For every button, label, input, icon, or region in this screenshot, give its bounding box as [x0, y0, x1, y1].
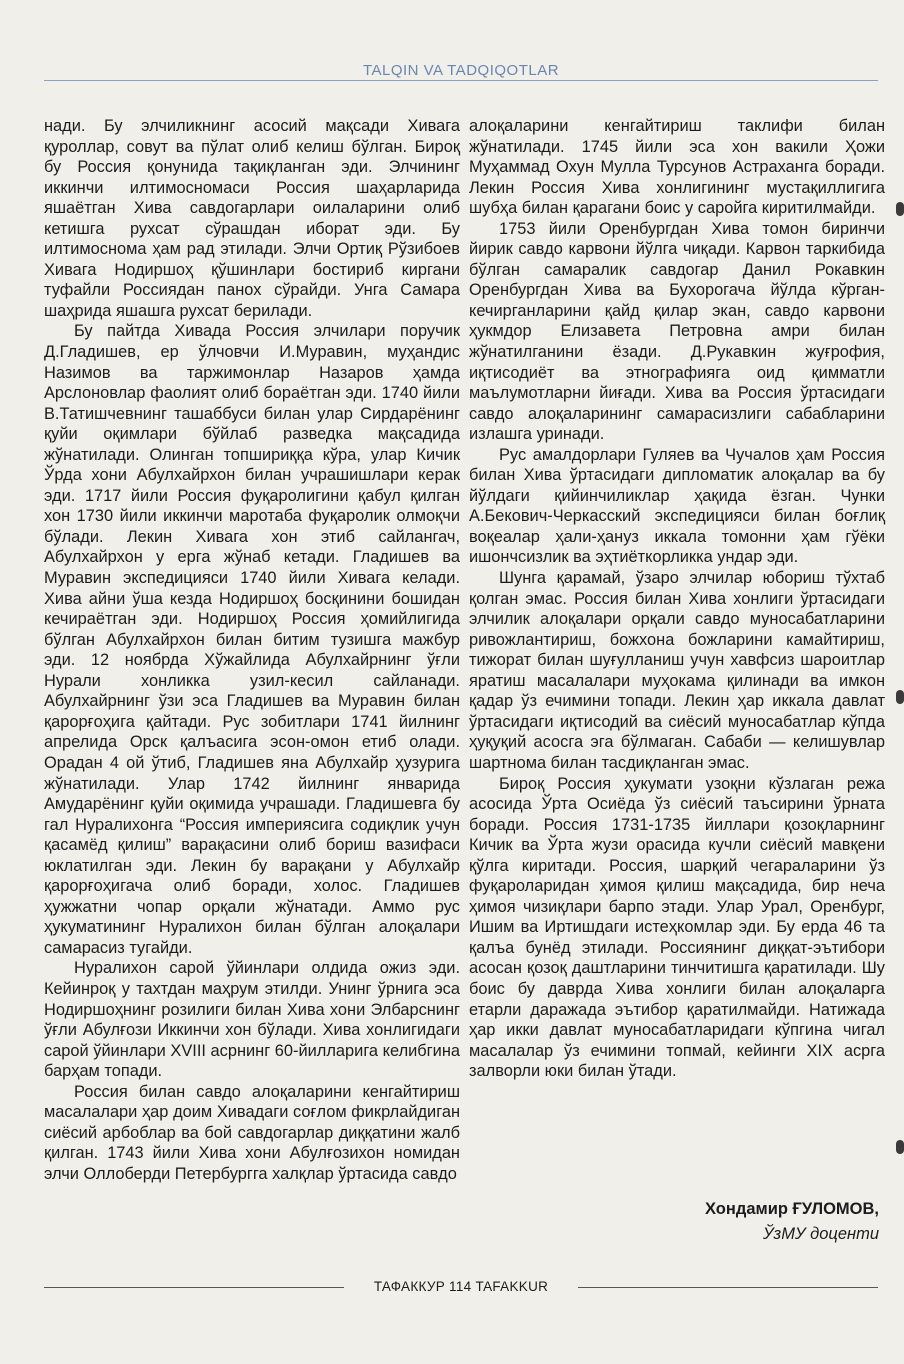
running-header — [44, 62, 878, 84]
paragraph: Бироқ Россия ҳукумати узоқни кўзлаган режа асосида Ўрта Осиёда ўз сиёсий таъсирини ўрната боради. Россия 1731-1735 йиллари қозоқларнинг Кичик ва Ўрта жузи орасида кучли сиёсий мавқени қўлга киритади. Россия, шарқий чегараларини ўз фуқароларидан ҳимоя қилиш мақсадида, бир неча ҳимоя чизиқлари барпо этади. Улар Урал, Оренбург, Ишим ва Иртишдаги истеҳкомлар эди. Бу ерда 46 та қалъа бунёд этилади. Россиянинг диққат-эътибори асосан қозоқ даштларини тинчитишга қаратилади. Шу боис бу даврда Хива хонлиги билан алоқаларга етарли даражада эътибор қаратилмайди. Натижада ҳар икки давлат муносабатларидаги кўпгина чигал масалалар ўз ечимини топмай, кейинги XIX асрга залворли юки билан ўтади. — [469, 774, 885, 1081]
footer-rule-right — [578, 1287, 878, 1288]
binding-hole-icon — [896, 1140, 904, 1154]
paragraph: 1753 йили Оренбургдан Хива томон биринчи йирик савдо карвони йўлга чиқади. Карвон таркибида бўлган самаралик савдогар Данил Рокавкин Оренбургдан Хива ва Бухорогача йўлда кўрган-кечирганларини қайд қилар экан, савдо карвони ҳукмдор Елизавета Петровна амри билан жўнатилганини ёзади. Д.Рукавкин жуғрофия, иқтисодиёт ва этнографияга оид қимматли маълумотларни йиғади. Хива ва Россия ўртасидаги савдо алоқаларининг самарасизлиги сабабларини излашга уринади. — [469, 219, 885, 444]
paragraph: Шунга қарамай, ўзаро элчилар юбориш тўхтаб қолган эмас. Россия билан Хива хонлиги ўртасидаги элчилик алоқалари орқали савдо муносабатларини ривожлантириш, божхона божларини камайтириш, тижорат билан шуғулланиш учун хавфсиз шароитлар яратиш масалалари муҳокама қилинади ва имкон қадар ўз ечимини топади. Лекин ҳар иккала давлат ўртасидаги иқтисодий ва сиёсий муносабатлар кўпда ҳуқуқий асосга эга бўлмаган. Сабаби — келишувлар шартнома билан тасдиқланган эмас. — [469, 569, 885, 772]
section-title: TALQIN VA TADQIQOTLAR — [362, 62, 560, 79]
paragraph: Россия билан савдо алоқаларини кенгайтириш масалалари ҳар доим Хивадаги соғлом фикрлайдиган сиёсий арбоблар ва бой савдогарлар диққатини жалб қилган. 1743 йили Хива хони Абулғозихон номидан элчи Оллоберди Петербургга халқлар ўртасида савдо — [44, 1082, 460, 1183]
binding-hole-icon — [896, 202, 904, 216]
page-number-label: ТАФАККУР 114 TAFAKKUR — [373, 1279, 549, 1294]
left-column — [44, 116, 460, 1184]
paragraph: Нуралихон сарой ўйинлари олдида ожиз эди. Кейинроқ у тахтдан маҳрум этилди. Унинг ўрнига эса Нодиршоҳнинг розилиги билан Хива хони Элбарснинг ўғли Абулғози Иккинчи хон бўлади. Хива хонлигидаги сарой ўйинлари XVIII асрнинг 60-йилларига келибгина барҳам топади. — [44, 959, 460, 1081]
paragraph: алоқаларини кенгайтириш таклифи билан жўнатилади. 1745 йили эса хон вакили Ҳожи Муҳаммад Охун Мулла Турсунов Астраханга боради. Лекин Россия Хива хонлигининг мустақиллигига шубҳа билан қарагани боис у саройга киритилмайди. — [469, 117, 885, 218]
binding-hole-icon — [896, 690, 904, 704]
author-name: Хондамир ҒУЛОМОВ, — [705, 1200, 879, 1218]
header-rule — [44, 80, 878, 81]
paragraph: Рус амалдорлари Гуляев ва Чучалов ҳам Россия билан Хива ўртасидаги дипломатик алоқалар ва бу йўлдаги қийинчиликлар ҳақида ёзган. Чунки А.Бекович-Черкасский экспедицияси билан боғлиқ воқеалар ҳали-ҳануз иккала томонни ҳам гўёки ишончсизлик ва эҳтиёткорликка ундар эди. — [469, 445, 885, 567]
paragraph: нади. Бу элчиликнинг асосий мақсади Хивага қуроллар, совут ва пўлат олиб келиш бўлган. Бироқ бу Россия қонунида тақиқланган эди. Элчининг иккинчи илтимосномаси Россия шаҳарларида яшаётган Хива савдогарлари оилаларини олиб кетишга рухсат сўрашдан иборат эди. Бу илтимоснома ҳам рад этилади. Элчи Ортиқ Рўзибоев Хивага Нодиршоҳ қўшинлари бостириб киргани туфайли Россиядан панох сўрайди. Унга Самара шаҳрида яшашга рухсат берилади. — [44, 117, 460, 320]
right-column — [469, 116, 885, 1082]
page-footer — [44, 1279, 878, 1297]
author-position: ЎзМУ доценти — [763, 1225, 879, 1243]
paragraph: Бу пайтда Хивада Россия элчилари поручик Д.Гладишев, ер ўлчовчи И.Муравин, муҳандис Назимов ва таржимонлар Назаров ҳамда Арслоновлар фаолият олиб бораётган эди. 1740 йили В.Татишчевнинг ташаббуси билан улар Сирдарёнинг қуйи оқимлари бўйлаб разведка мақсадида жўнатилади. Олинган топшириққа кўра, улар Кичик Ўрда хони Абулхайрхон билан учрашишлари керак эди. 1717 йили Россия фуқаролигини қабул қилган хон 1730 йили иккинчи маротаба фуқаролик олмоқчи бўлади. Лекин Хивага хон этиб сайлангач, Абулхайрхон у ерга жўнаб кетади. Гладишев ва Муравин экспедицияси 1740 йили Хивага келади. Хива айни ўша кезда Нодиршоҳ босқинини бошидан кечираётган эди. Нодиршоҳ Россия ҳомийлигида бўлган Абулхайрхон билан битим тузишга мажбур эди. 12 ноябрда Хўжайлида Абулхайрнинг ўғли Нурали хонликка узил-кесил сайланади. Абулхайрнинг ўзи эса Гладишев ва Муравин билан қарорғоҳига қайтади. Рус зобитлари 1741 йилнинг апрелида Орск қалъасига эсон-омон етиб олади. Орадан 4 ой ўтиб, Гладишев яна Абулхайр ҳузурига жўнатилади. Улар 1742 йилнинг январида Амударёнинг қуйи оқимида учрашади. Гладишевга бу гал Нуралихонга “Россия империясига содиқлик учун қасамёд қилиш” варақасини олиб бориш вазифаси юклатилган эди. Лекин бу варақани у Абулхайр қарорғоҳигача олиб боради, холос. Гладишев ҳужжатни чопар орқали жўнатади. Аммо рус ҳукуматининг Нуралихон билан бўлган алоқалари самарасиз тугайди. — [44, 322, 460, 957]
author-signature — [469, 1196, 879, 1246]
